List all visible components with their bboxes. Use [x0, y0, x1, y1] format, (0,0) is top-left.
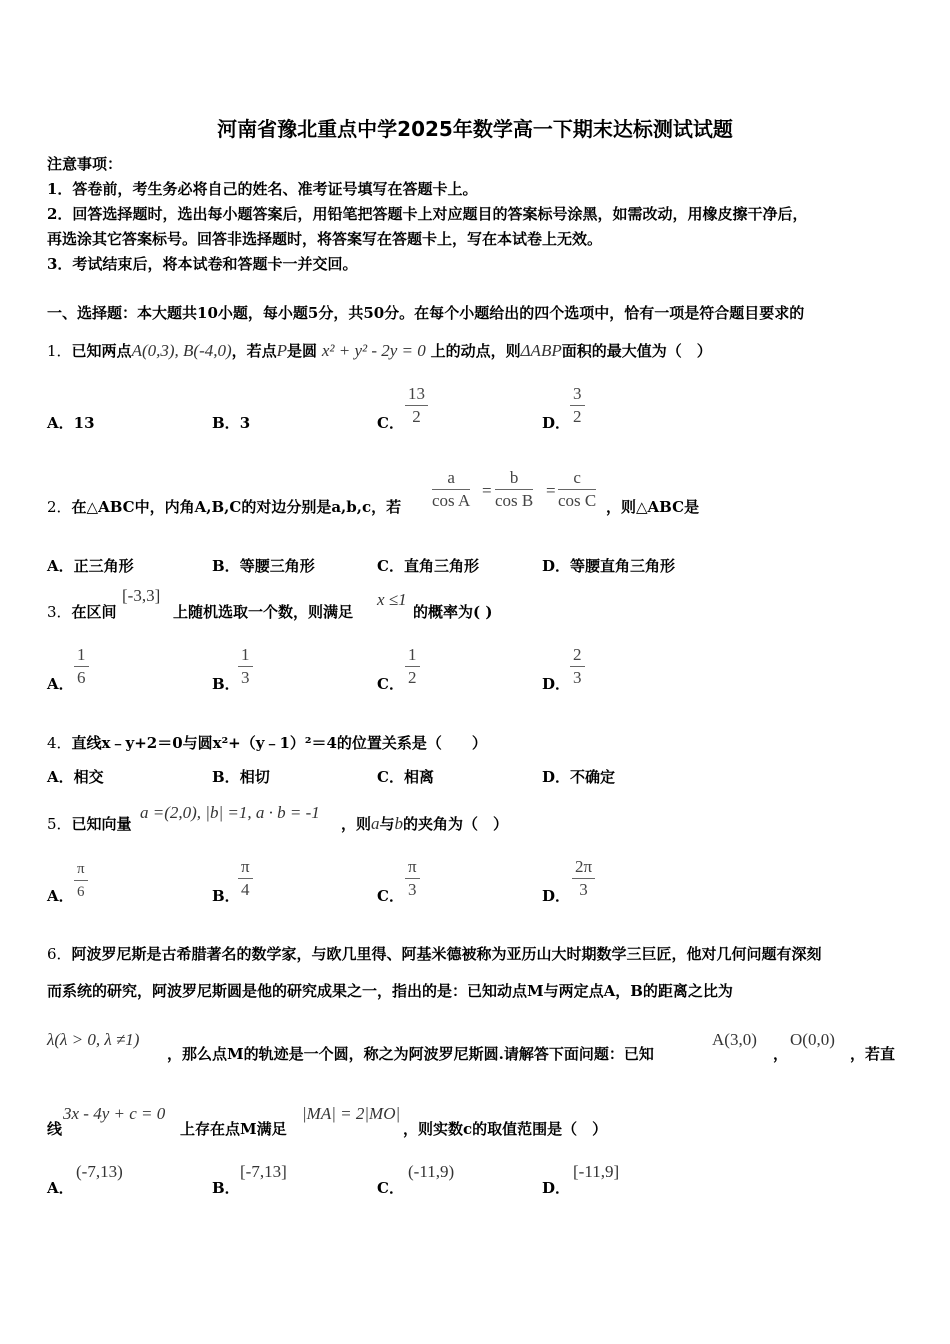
notice-item-2a: 2．回答选择题时，选出每小题答案后，用铅笔把答题卡上对应题目的答案标号涂黑，如需改动，用橡皮擦干净后，	[47, 205, 808, 223]
q1-text-4: 上的动点，则	[430, 342, 521, 360]
question-5-lead	[47, 813, 132, 834]
q1-option-a: A．13	[47, 414, 95, 432]
notice-item-1: 1．答卷前，考生务必将自己的姓名、准考证号填写在答题卡上。	[47, 180, 478, 198]
question-4	[47, 732, 487, 753]
q6-text-5: 上存在点M满足	[180, 1120, 287, 1138]
notice-heading: 注意事项：	[47, 155, 123, 173]
q3-option-a-fraction: $\frac{1}{6}$	[74, 644, 89, 689]
q6-math-lambda: λ(λ > 0, λ ≠1)	[47, 1030, 140, 1049]
q6-text-4: 线	[47, 1120, 63, 1138]
q1-math-p: P	[276, 341, 288, 360]
q6-option-c: (-11,9)	[408, 1162, 455, 1181]
q2-option-c: C．直角三角形	[377, 557, 479, 575]
q5-text-1: 已知向量	[71, 815, 132, 833]
q1-text-3: 是圆	[287, 342, 318, 360]
page-title: 河南省豫北重点中学2025年数学高一下期末达标测试试题	[217, 117, 733, 141]
q5-math-vectors: a =(2,0), |b| =1, a · b = -1	[140, 803, 320, 822]
q6-text-3: ，若直	[850, 1045, 896, 1063]
q5-text-2: ，则	[341, 815, 372, 833]
q5-option-c-label: C．	[377, 887, 404, 905]
q1-option-c-fraction: $\frac{13}{2}$	[405, 383, 428, 428]
question-3-lead	[47, 601, 117, 622]
q2-equals-2: =	[546, 481, 556, 500]
section-heading: 一、选择题：本大题共10小题，每小题5分，共50分。在每个小题给出的四个选项中，恰有一项是符合题目要求的	[47, 304, 805, 322]
q6-text-1: ，那么点M的轨迹是一个圆，称之为阿波罗尼斯圆.请解答下面问题：已知	[167, 1045, 654, 1063]
q6-text-6: ，则实数c的取值范围是（ ）	[403, 1120, 608, 1138]
q6-option-d-label: D．	[542, 1179, 571, 1197]
q5-option-b-fraction: $\frac{\pi}{4}$	[238, 856, 253, 901]
q6-option-d: [-11,9]	[573, 1162, 620, 1181]
q4-option-a: A．相交	[47, 768, 104, 786]
q6-math-condition: |MA| = 2|MO|	[302, 1104, 401, 1123]
q6-text-2: ，	[773, 1045, 789, 1063]
q5-math-b: b	[394, 814, 404, 833]
q5-option-a-fraction: $\frac{\pi}{6}$	[74, 858, 88, 903]
q3-text-3: 的概率为( )	[413, 603, 493, 621]
q6-option-b-label: B．	[212, 1179, 240, 1197]
q1-text-5: 面积的最大值为（ ）	[561, 342, 712, 360]
q2-equals-1: =	[482, 481, 492, 500]
question-2-lead	[47, 496, 401, 517]
q1-option-d-label: D．	[542, 414, 571, 432]
notice-item-2b: 再选涂其它答案标号。回答非选择题时，将答案写在答题卡上，写在本试卷上无效。	[47, 230, 603, 248]
q6-math-point-a: A(3,0)	[712, 1030, 757, 1049]
q1-math-points: A(0,3), B(-4,0)	[131, 341, 232, 360]
question-1	[47, 340, 712, 361]
q1-option-d-fraction: $\frac{3}{2}$	[570, 383, 585, 428]
q3-option-d-label: D．	[542, 675, 571, 693]
q2-fraction-c: $\frac{c}{\text{cos C}}$	[558, 468, 597, 510]
q3-text-2: 上随机选取一个数，则满足	[173, 603, 354, 621]
q1-math-triangle: ΔABP	[520, 341, 562, 360]
q2-fraction-a: $\frac{a}{\text{cos A}}$	[432, 468, 471, 510]
q6-option-a: (-7,13)	[76, 1162, 123, 1181]
q3-option-c-label: C．	[377, 675, 404, 693]
question-number: 5．	[47, 815, 72, 833]
q1-text-1: 已知两点	[71, 342, 132, 360]
question-number: 3．	[47, 603, 72, 621]
q2-option-a: A．正三角形	[47, 557, 134, 575]
question-number: 2．	[47, 498, 72, 516]
question-number: 1．	[47, 342, 72, 360]
q3-option-b-fraction: $\frac{1}{3}$	[238, 644, 253, 689]
q1-text-2: ，若点	[231, 342, 277, 360]
notice-item-3: 3．考试结束后，将本试卷和答题卡一并交回。	[47, 255, 358, 273]
q3-text-1: 在区间	[71, 603, 117, 621]
q6-option-c-label: C．	[377, 1179, 404, 1197]
q6-math-point-o: O(0,0)	[790, 1030, 835, 1049]
q6-text-line-1: 阿波罗尼斯是古希腊著名的数学家，与欧几里得、阿基米德被称为亚历山大时期数学三巨匠，他对几何问题有深刻	[71, 945, 822, 963]
q6-option-a-label: A．	[47, 1179, 74, 1197]
q4-option-d: D．不确定	[542, 768, 616, 786]
q3-option-c-fraction: $\frac{1}{2}$	[405, 644, 420, 689]
q2-option-d: D．等腰直角三角形	[542, 557, 676, 575]
q5-option-a-label: A．	[47, 887, 74, 905]
q2-option-b: B．等腰三角形	[212, 557, 315, 575]
q6-text-line-2: 而系统的研究，阿波罗尼斯圆是他的研究成果之一，指出的是：已知动点M与两定点A，B的距离之比为	[47, 982, 733, 1000]
question-number: 4．	[47, 734, 72, 752]
q5-rest	[341, 813, 508, 834]
q3-math-interval: [-3,3]	[122, 586, 161, 605]
q6-math-line: 3x - 4y + c = 0	[63, 1104, 166, 1123]
q4-text: 直线x﹣y+2＝0与圆x²+（y﹣1）²＝4的位置关系是（ ）	[71, 734, 487, 752]
q3-math-condition: x ≤1	[377, 590, 407, 609]
q4-option-b: B．相切	[212, 768, 270, 786]
q1-option-b: B．3	[212, 414, 251, 432]
q3-option-a-label: A．	[47, 675, 74, 693]
q2-text-2: ，则△ABC是	[606, 498, 700, 516]
q5-option-d-fraction: $\frac{2\pi}{3}$	[572, 856, 595, 901]
question-6-line-1	[47, 943, 822, 964]
q5-option-c-fraction: $\frac{\pi}{3}$	[405, 856, 420, 901]
q6-option-b: [-7,13]	[240, 1162, 287, 1181]
q5-option-d-label: D．	[542, 887, 571, 905]
q1-math-circle: x² + y² - 2y = 0	[321, 341, 426, 360]
q5-text-4: 的夹角为（ ）	[403, 815, 509, 833]
q5-text-3: 与	[379, 815, 395, 833]
q1-option-c-label: C．	[377, 414, 404, 432]
q3-option-d-fraction: $\frac{2}{3}$	[570, 644, 585, 689]
q3-option-b-label: B．	[212, 675, 240, 693]
q4-option-c: C．相离	[377, 768, 434, 786]
q5-option-b-label: B．	[212, 887, 240, 905]
question-number: 6．	[47, 945, 72, 963]
q5-math-a: a	[371, 814, 380, 833]
q2-text-1: 在△ABC中，内角A,B,C的对边分别是a,b,c，若	[71, 498, 402, 516]
q2-fraction-b: $\frac{b}{\text{cos B}}$	[495, 468, 534, 510]
